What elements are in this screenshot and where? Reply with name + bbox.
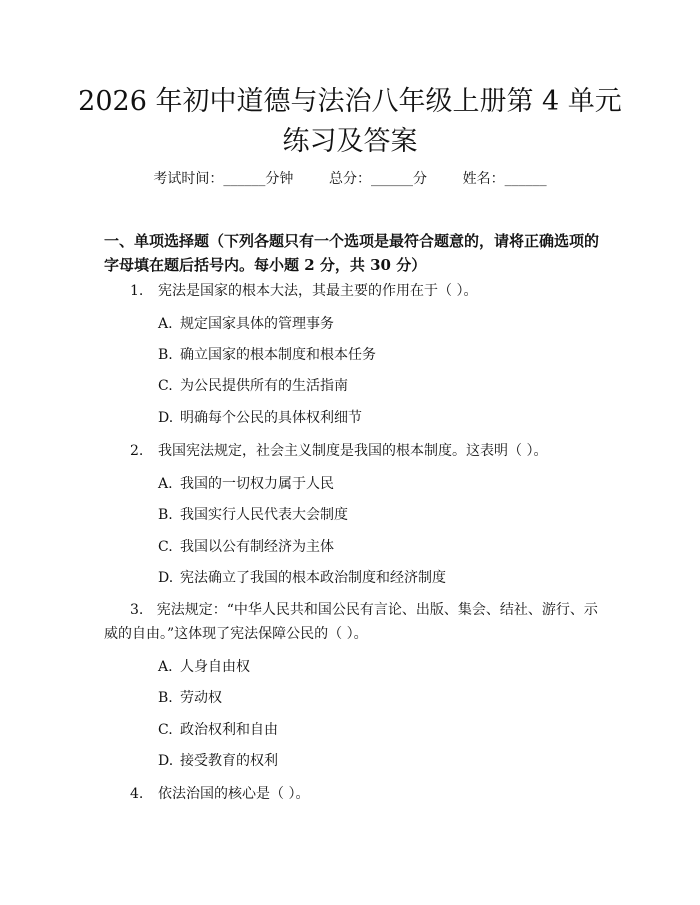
question-1-option-c bbox=[158, 376, 348, 396]
question-text: 宪法规定：“中华人民共和国公民有言论、出版、集会、结社、游行、示威的自由。”这体现了宪法保障公民的（ ）。 bbox=[104, 602, 598, 642]
exam-info bbox=[0, 169, 700, 189]
question-number: 2. bbox=[130, 443, 144, 459]
option-letter: C. bbox=[158, 539, 173, 555]
option-text: 人身自由权 bbox=[180, 659, 250, 675]
option-text: 接受教育的权利 bbox=[180, 753, 278, 769]
option-text: 我国的一切权力属于人民 bbox=[180, 476, 334, 492]
option-letter: D. bbox=[158, 570, 174, 586]
question-number: 3. bbox=[130, 602, 144, 618]
option-text: 我国以公有制经济为主体 bbox=[180, 539, 334, 555]
question-3-option-a bbox=[158, 657, 250, 677]
question-1-option-a bbox=[158, 314, 334, 334]
question-number: 1. bbox=[130, 283, 144, 299]
question-2-option-b bbox=[158, 505, 348, 525]
option-letter: A. bbox=[158, 476, 173, 492]
question-2 bbox=[130, 441, 547, 461]
question-3-option-d bbox=[158, 751, 278, 771]
option-letter: B. bbox=[158, 347, 173, 363]
option-letter: B. bbox=[158, 690, 173, 706]
option-letter: D. bbox=[158, 410, 174, 426]
question-3-option-c bbox=[158, 720, 278, 740]
option-letter: A. bbox=[158, 316, 173, 332]
option-letter: D. bbox=[158, 753, 174, 769]
option-text: 劳动权 bbox=[180, 690, 222, 706]
option-text: 我国实行人民代表大会制度 bbox=[180, 507, 348, 523]
title-line-1: 2026 年初中道德与法治八年级上册第 4 单元 bbox=[78, 86, 622, 117]
question-1 bbox=[130, 281, 477, 301]
document-title bbox=[0, 82, 700, 162]
title-line-2: 练习及答案 bbox=[282, 126, 418, 157]
option-letter: B. bbox=[158, 507, 173, 523]
question-3-option-b bbox=[158, 688, 222, 708]
total-score: 总分：______分 bbox=[329, 171, 427, 187]
student-name: 姓名：______ bbox=[462, 171, 547, 187]
option-text: 规定国家具体的管理事务 bbox=[180, 316, 334, 332]
section-heading: 一、单项选择题（下列各题只有一个选项是最符合题意的，请将正确选项的字母填在题后括号内。每小题 2 分，共 30 分） bbox=[104, 232, 600, 274]
question-2-option-c bbox=[158, 537, 334, 557]
question-1-option-b bbox=[158, 345, 376, 365]
question-4 bbox=[130, 784, 309, 804]
option-text: 宪法确立了我国的根本政治制度和经济制度 bbox=[180, 570, 446, 586]
question-2-option-d bbox=[158, 568, 446, 588]
question-text: 宪法是国家的根本大法，其最主要的作用在于（ ）。 bbox=[158, 283, 478, 299]
question-text: 我国宪法规定，社会主义制度是我国的根本制度。这表明（ ）。 bbox=[158, 443, 548, 459]
option-text: 为公民提供所有的生活指南 bbox=[180, 378, 348, 394]
question-1-option-d bbox=[158, 408, 362, 428]
question-number: 4. bbox=[130, 786, 144, 802]
option-letter: C. bbox=[158, 722, 173, 738]
option-text: 明确每个公民的具体权利细节 bbox=[180, 410, 362, 426]
question-text: 依法治国的核心是（ ）。 bbox=[158, 786, 310, 802]
exam-time: 考试时间：______分钟 bbox=[153, 171, 294, 187]
option-text: 确立国家的根本制度和根本任务 bbox=[180, 347, 376, 363]
question-2-option-a bbox=[158, 474, 334, 494]
question-3 bbox=[104, 598, 604, 646]
option-letter: A. bbox=[158, 659, 173, 675]
option-letter: C. bbox=[158, 378, 173, 394]
option-text: 政治权利和自由 bbox=[180, 722, 278, 738]
